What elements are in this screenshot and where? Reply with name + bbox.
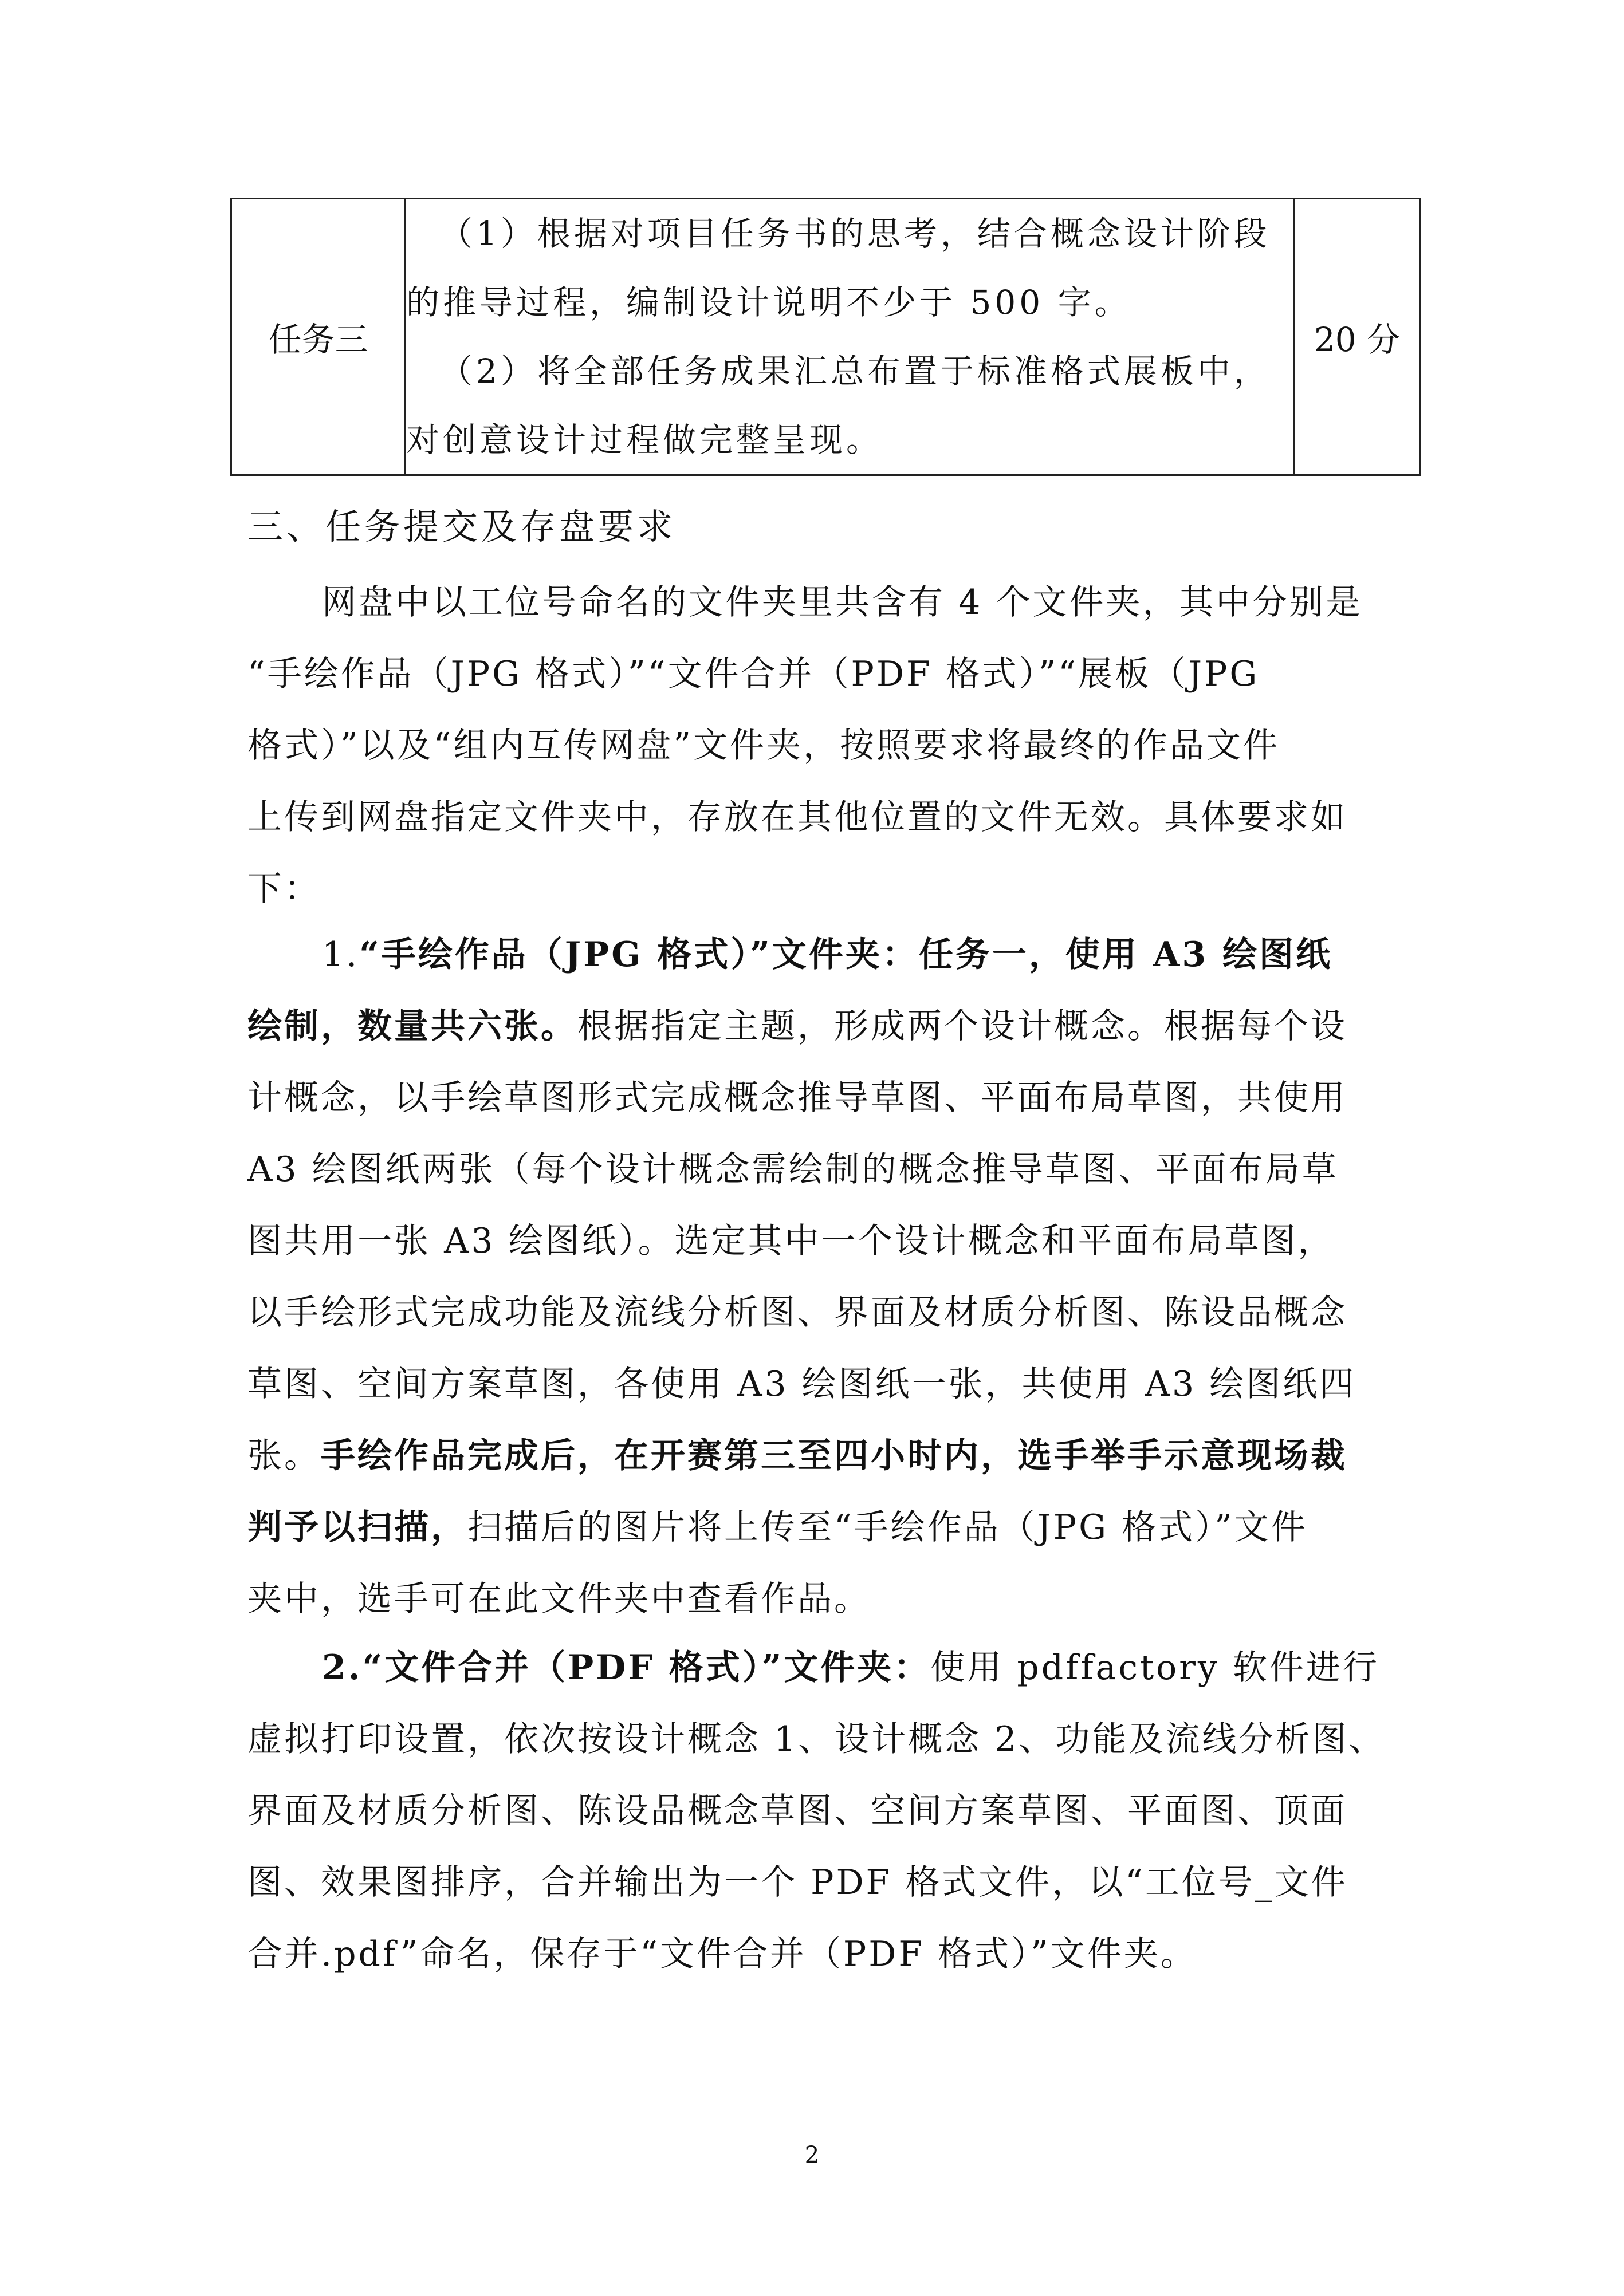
- page-number: 2: [804, 2142, 820, 2168]
- item-1-text: 张。: [247, 1436, 321, 1476]
- intro-line: 格式）”以及“组内互传网盘”文件夹，按照要求将最终的作品文件: [247, 726, 1280, 766]
- requirement-2-line-2: 对创意设计过程做完整呈现。: [406, 420, 883, 459]
- item-2-paragraph: [247, 1632, 1393, 1990]
- item-1-text: 扫描后的图片将上传至“手绘作品（JPG 格式）”文件: [467, 1507, 1308, 1547]
- item-1-line: 草图、空间方案草图，各使用 A3 绘图纸一张，共使用 A3 绘图纸四: [247, 1364, 1356, 1404]
- intro-line: 网盘中以工位号命名的文件夹里共含有 4 个文件夹，其中分别是: [322, 582, 1363, 623]
- item-2-line: 虚拟打印设置，依次按设计概念 1、设计概念 2、功能及流线分析图、: [247, 1719, 1386, 1759]
- item-1-bold-text: 判予以扫描，: [247, 1507, 467, 1547]
- item-1-bold-text: 绘制，数量共六张。: [247, 1006, 577, 1046]
- item-1-bold-text: 手绘作品完成后，在开赛第三至四小时内，选手举手示意现场裁: [321, 1436, 1347, 1476]
- section-heading: 三、任务提交及存盘要求: [247, 506, 677, 548]
- table-row: [231, 199, 1420, 475]
- item-1-line: 夹中，选手可在此文件夹中查看作品。: [247, 1579, 871, 1619]
- item-1-line: [247, 1420, 1393, 1492]
- item-1-line: 计概念，以手绘草图形式完成概念推导草图、平面布局草图，共使用: [247, 1078, 1347, 1118]
- item-2-line: 图、效果图排序，合并输出为一个 PDF 格式文件，以“工位号_文件: [247, 1862, 1348, 1903]
- requirement-2-line-1: （2）将全部任务成果汇总布置于标准格式展板中，: [439, 352, 1271, 391]
- intro-line: “手绘作品（JPG 格式）”“文件合并（PDF 格式）”“展板（JPG: [247, 654, 1260, 694]
- task-table: [230, 198, 1421, 476]
- item-1-paragraph: [247, 919, 1393, 1635]
- item-2-text: 使用 pdffactory 软件进行: [930, 1648, 1379, 1688]
- score: 20 分: [1314, 320, 1401, 359]
- item-1-line: [247, 1492, 1393, 1564]
- intro-line: 上传到网盘指定文件夹中，存放在其他位置的文件无效。具体要求如: [247, 797, 1347, 837]
- item-2-line: 界面及材质分析图、陈设品概念草图、空间方案草图、平面图、顶面: [247, 1791, 1347, 1831]
- item-1-line: [247, 919, 1393, 991]
- score-cell: [1295, 199, 1420, 475]
- item-2-line: 合并.pdf”命名，保存于“文件合并（PDF 格式）”文件夹。: [247, 1934, 1197, 1974]
- intro-line: 下：: [247, 869, 321, 909]
- item-1-line: [247, 991, 1393, 1062]
- requirement-1-line-1: （1）根据对项目任务书的思考，结合概念设计阶段: [439, 214, 1271, 253]
- item-1-line: 图共用一张 A3 绘图纸）。选定其中一个设计概念和平面布局草图，: [247, 1221, 1335, 1261]
- intro-paragraph: [247, 567, 1393, 925]
- item-1-line: A3 绘图纸两张（每个设计概念需绘制的概念推导草图、平面布局草: [247, 1149, 1339, 1190]
- task-requirement-cell: [406, 199, 1295, 475]
- item-2-line: [247, 1632, 1393, 1704]
- requirement-1-line-2: 的推导过程，编制设计说明不少于 500 字。: [406, 283, 1131, 322]
- item-1-number: 1.: [322, 935, 360, 975]
- item-1-text: 根据指定主题，形成两个设计概念。根据每个设: [577, 1006, 1347, 1046]
- item-1-line: 以手绘形式完成功能及流线分析图、界面及材质分析图、陈设品概念: [247, 1293, 1347, 1333]
- item-2-title: 2.“文件合并（PDF 格式）”文件夹：: [322, 1648, 931, 1688]
- item-1-title: “手绘作品（JPG 格式）”文件夹：任务一，使用 A3 绘图纸: [359, 935, 1332, 975]
- task-label-cell: [231, 199, 406, 475]
- task-label: 任务三: [268, 320, 368, 359]
